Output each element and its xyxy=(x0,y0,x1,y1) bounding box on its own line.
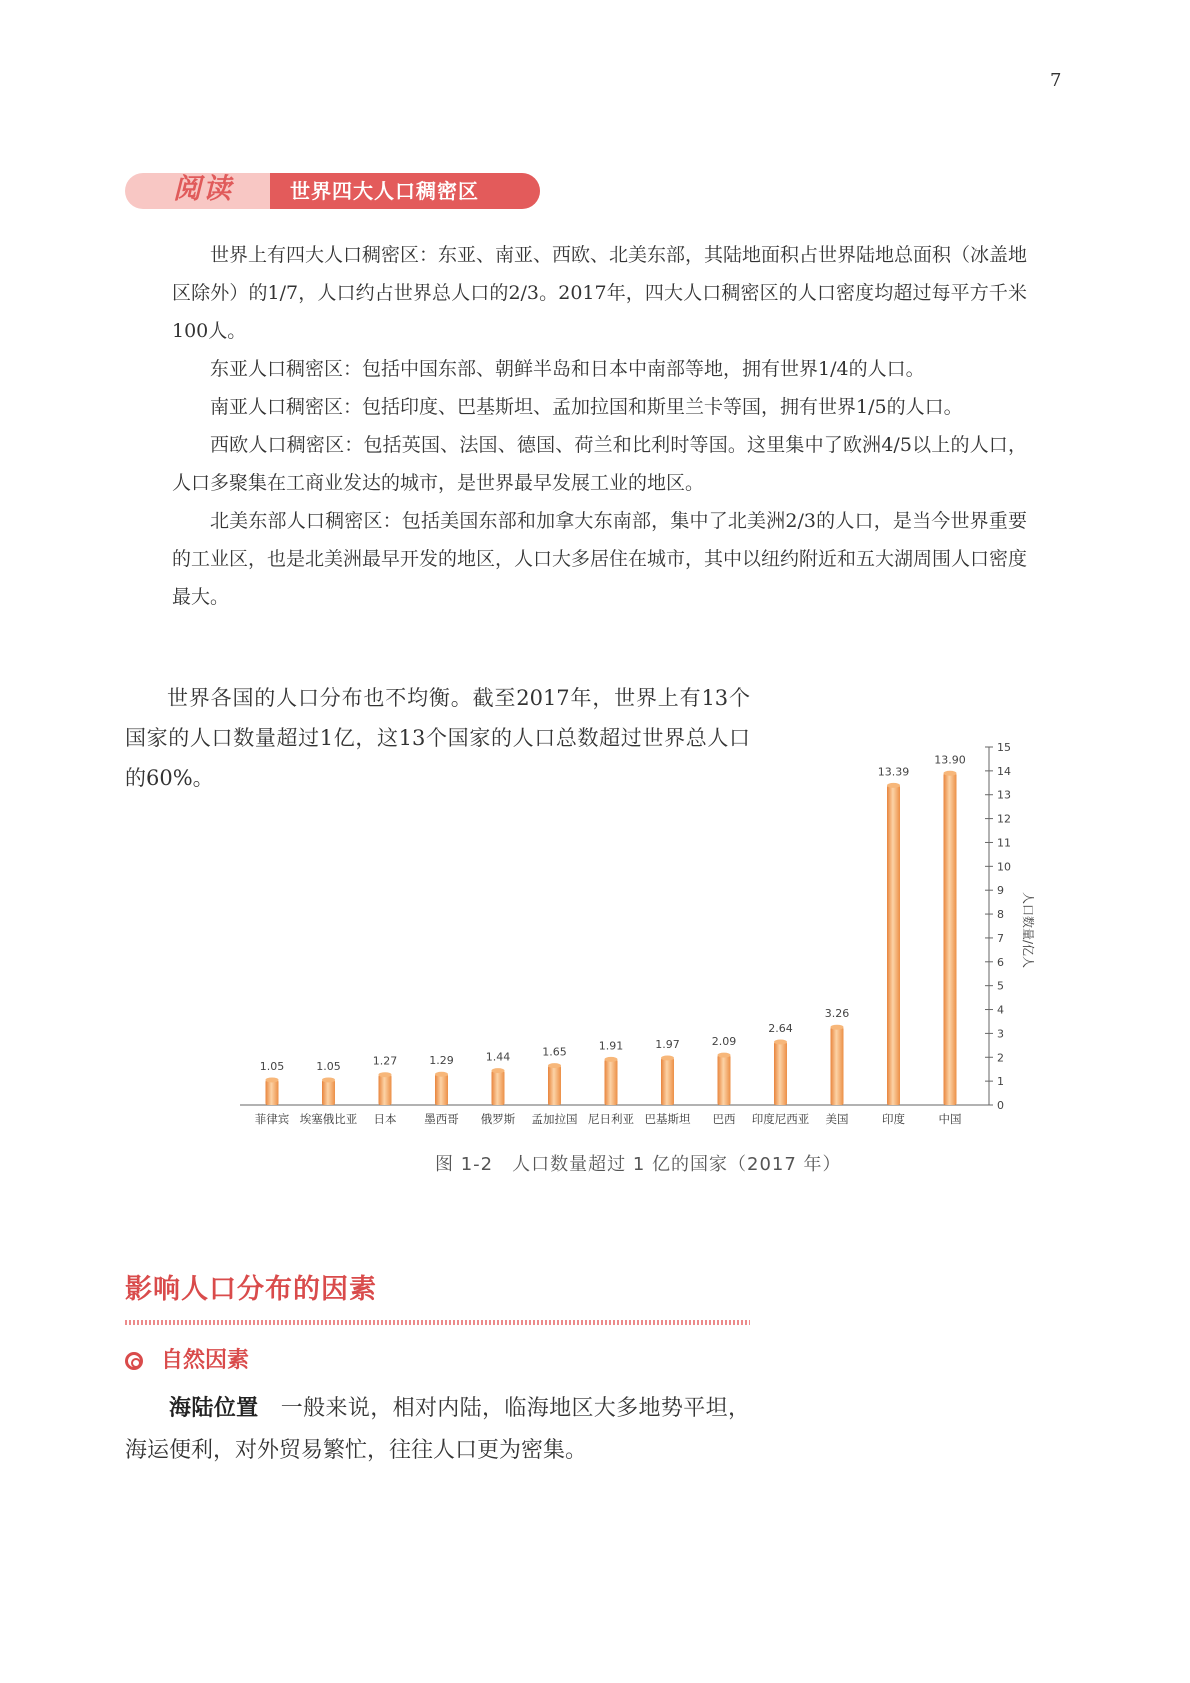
y-tick-label: 6 xyxy=(997,955,1004,969)
y-axis-title: 人口数量/亿人 xyxy=(1021,891,1035,969)
bar-value-label: 2.64 xyxy=(768,1021,793,1035)
reading-paragraph: 世界上有四大人口稠密区：东亚、南亚、西欧、北美东部，其陆地面积占世界陆地总面积（冰盖地区除外）的1/7，人口约占世界总人口的2/3。2017年，四大人口稠密区的人口密度均超过每平方千米100人。 xyxy=(172,244,1028,342)
chart-svg xyxy=(240,720,1035,1140)
category-label: 孟加拉国 xyxy=(531,1112,578,1126)
bar xyxy=(605,1059,618,1105)
category-label: 美国 xyxy=(825,1112,849,1126)
section-paragraph xyxy=(125,1388,750,1472)
y-tick-label: 13 xyxy=(997,788,1011,802)
section-title: 影响人口分布的因素 xyxy=(125,1274,377,1305)
section-divider xyxy=(125,1320,750,1325)
y-tick-label: 10 xyxy=(997,860,1011,874)
intro-paragraph: 世界各国的人口分布也不均衡。截至2017年，世界上有13个国家的人口数量超过1亿，这13个国家的人口总数超过世界总人口的60%。 xyxy=(125,686,750,790)
reading-body xyxy=(172,236,1027,616)
y-tick-label: 8 xyxy=(997,908,1004,922)
reading-tag: 阅读 xyxy=(173,172,234,205)
bar-cap xyxy=(944,771,957,776)
reading-title: 世界四大人口稠密区 xyxy=(270,173,540,209)
y-tick-label: 15 xyxy=(997,741,1011,754)
y-tick-label: 4 xyxy=(997,1003,1004,1017)
bar-value-label: 1.05 xyxy=(316,1059,341,1073)
bar xyxy=(718,1055,731,1105)
reading-paragraph: 西欧人口稠密区：包括英国、法国、德国、荷兰和比利时等国。这里集中了欧洲4/5以上的人口，人口多聚集在工商业发达的城市，是世界最早发展工业的地区。 xyxy=(172,434,1027,494)
subsection-heading xyxy=(125,1343,249,1374)
bar-value-label: 1.27 xyxy=(372,1054,398,1068)
category-label: 菲律宾 xyxy=(254,1112,290,1126)
reading-paragraph: 北美东部人口稠密区：包括美国东部和加拿大东南部，集中了北美洲2/3的人口，是当今世界重要的工业区，也是北美洲最早开发的地区，人口大多居住在城市，其中以纽约附近和五大湖周围人口密度最大。 xyxy=(172,510,1028,608)
bar xyxy=(548,1066,561,1105)
category-label: 巴西 xyxy=(712,1112,736,1126)
bar-cap xyxy=(661,1055,674,1060)
target-circle-icon xyxy=(125,1352,143,1370)
bar-value-label: 13.39 xyxy=(877,765,910,779)
y-tick-label: 3 xyxy=(997,1027,1004,1041)
bar-cap xyxy=(774,1039,787,1044)
bar-cap xyxy=(548,1063,561,1068)
bar-value-label: 1.91 xyxy=(598,1039,624,1053)
bar-cap xyxy=(605,1057,618,1062)
bar-cap xyxy=(718,1053,731,1058)
category-label: 俄罗斯 xyxy=(480,1112,516,1126)
bar-cap xyxy=(831,1025,844,1030)
bar xyxy=(379,1075,392,1105)
y-tick-label: 2 xyxy=(997,1051,1004,1065)
bar-cap xyxy=(379,1072,392,1077)
subsection-title: 自然因素 xyxy=(161,1348,250,1373)
category-label: 墨西哥 xyxy=(424,1112,459,1126)
bar-cap xyxy=(887,783,900,788)
category-label: 印度 xyxy=(882,1112,905,1126)
bar-cap xyxy=(266,1077,279,1082)
y-tick-label: 11 xyxy=(997,836,1011,850)
y-tick-label: 5 xyxy=(997,979,1004,993)
figure-caption: 图 1-2 人口数量超过 1 亿的国家（2017 年） xyxy=(435,1154,842,1175)
y-tick-label: 7 xyxy=(997,931,1004,945)
category-label: 尼日利亚 xyxy=(588,1112,634,1126)
bar-value-label: 1.05 xyxy=(259,1059,285,1073)
bar-value-label: 1.97 xyxy=(655,1037,680,1051)
bar-value-label: 3.26 xyxy=(824,1007,850,1021)
reading-paragraph: 南亚人口稠密区：包括印度、巴基斯坦、孟加拉国和斯里兰卡等国，拥有世界1/5的人口。 xyxy=(210,396,963,418)
term-description: 一般来说，相对内陆，临海地区大多地势平坦，海运便利，对外贸易繁忙，往往人口更为密集。 xyxy=(125,1396,750,1463)
category-label: 日本 xyxy=(373,1112,397,1126)
y-tick-label: 14 xyxy=(997,764,1011,778)
bar-value-label: 1.65 xyxy=(542,1045,567,1059)
population-bar-chart xyxy=(240,720,1035,1140)
section-body xyxy=(125,1388,750,1472)
category-label: 埃塞俄比亚 xyxy=(299,1112,358,1126)
y-tick-label: 12 xyxy=(997,812,1011,826)
reading-paragraph: 东亚人口稠密区：包括中国东部、朝鲜半岛和日本中南部等地，拥有世界1/4的人口。 xyxy=(210,358,925,380)
bar-value-label: 1.29 xyxy=(429,1054,454,1068)
category-label: 巴基斯坦 xyxy=(644,1112,691,1126)
term-bold: 海陆位置 xyxy=(169,1396,259,1421)
bar-cap xyxy=(492,1068,505,1073)
bar xyxy=(944,773,957,1105)
bar xyxy=(322,1080,335,1105)
y-tick-label: 0 xyxy=(997,1099,1004,1112)
bar-value-label: 2.09 xyxy=(711,1035,737,1049)
bar xyxy=(831,1027,844,1105)
category-label: 印度尼西亚 xyxy=(751,1112,810,1126)
bar xyxy=(266,1080,279,1105)
bar-value-label: 13.90 xyxy=(934,753,966,767)
reading-header xyxy=(125,173,540,209)
y-tick-label: 9 xyxy=(997,884,1004,898)
bar-cap xyxy=(322,1077,335,1082)
bar xyxy=(492,1071,505,1105)
category-label: 中国 xyxy=(938,1112,962,1126)
bar-cap xyxy=(435,1072,448,1077)
bar xyxy=(661,1058,674,1105)
bar xyxy=(887,785,900,1105)
bar xyxy=(435,1074,448,1105)
y-tick-label: 1 xyxy=(997,1075,1004,1089)
bar-value-label: 1.44 xyxy=(485,1050,511,1064)
page-number: 7 xyxy=(1050,70,1062,91)
bar xyxy=(774,1042,787,1105)
